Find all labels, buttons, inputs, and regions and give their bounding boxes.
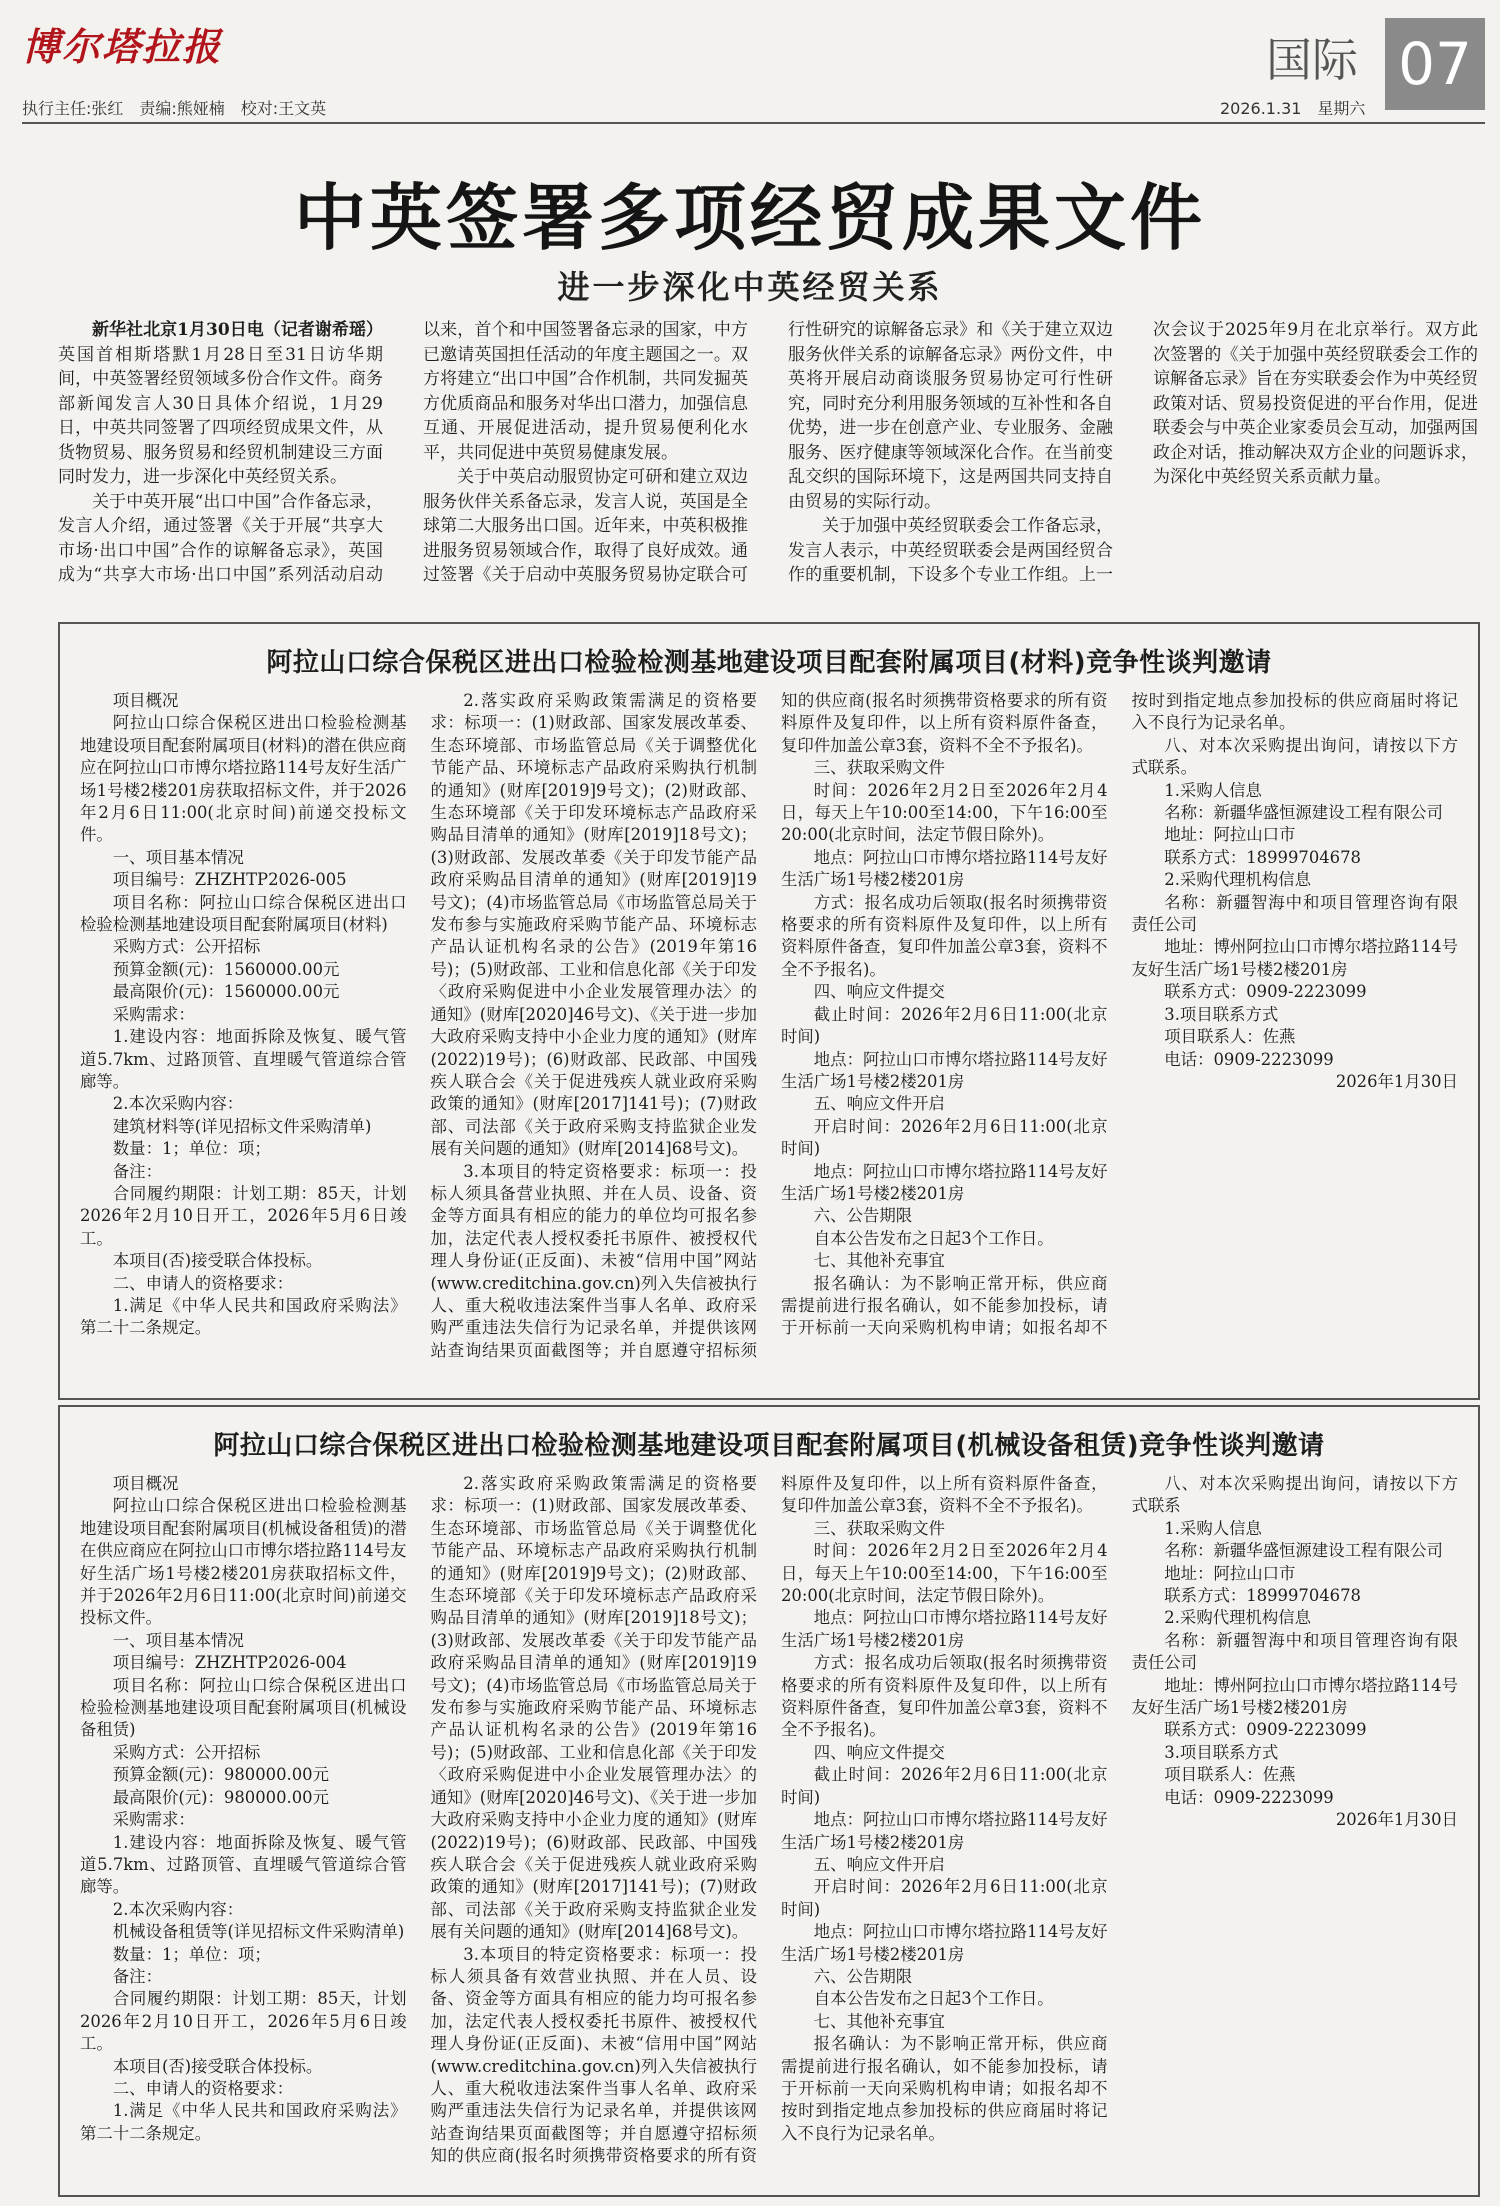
notice-paragraph: 1.采购人信息 (1164, 1518, 1262, 1538)
issue-date: 2026.1.31 星期六 (1220, 99, 1366, 118)
notice-paragraph: 五、响应文件开启 (813, 1094, 945, 1114)
notice-paragraph: 地址：阿拉山口市 (1164, 1563, 1296, 1583)
notice-paragraph: 五、响应文件开启 (813, 1854, 945, 1874)
notice-paragraph: 1.满足《中华人民共和国政府采购法》第二十二条规定。 (80, 1295, 407, 1338)
notice-paragraph: 一、项目基本情况 (112, 1630, 244, 1650)
notice-paragraph: 时间：2026年2月2日至2026年2月4日，每天上午10:00至14:00，下午16:00至20:00(北京时间，法定节假日除外)。 (781, 780, 1108, 845)
notice-paragraph: 七、其他补充事宜 (813, 1251, 945, 1271)
notice-paragraph: 3.本项目的特定资格要求：标项一：投标人须具备营业执照、并在人员、设备、资金等方面具有相应的能力的单位均可报名参加，法定代表人授权委托书原件、被授权代理人身份证(正反面)、未被“信用中国”网站(www.creditchina.gov.cn)列入失信被执行人、重大税收违法案件当事人名单、政府采购严重违法失信行为记录名单，并提供该网站查询结果页面截图等；并自愿遵守招标须知的供应商(报名时须携带资格要求的所有资料原件及复印件，以上所有资料原件备查，复印件加盖公章3套，资料不全不予报名)。 (430, 691, 1108, 1360)
article-paragraph: 关于中英开展“出口中国”合作备忘录，发言人介绍，通过签署《关于开展“共享大市场·出口中国”合作的谅解备忘录》，英国成为“共享大市场·出口中国”系列活动启动以来，首个和中国签署备忘录的国家，中方已邀请英国担任活动的年度主题国之一。双方将建立“出口中国”合作机制，共同发掘英方优质商品和服务对华出口潜力，加强信息互通、开展促进活动，提升贸易便利化水平，共同促进中英贸易健康发展。 (58, 320, 748, 585)
notice-paragraph: 采购需求： (112, 1004, 195, 1024)
notice-paragraph: 报名确认：为不影响正常开标，供应商需提前进行报名确认，如不能参加投标，请于开标前一天向采购机构申请；如报名却不按时到指定地点参加投标的供应商届时将记入不良行为记录名单。 (781, 691, 1458, 1338)
notice-paragraph: 本项目(否)接受联合体投标。 (112, 2056, 323, 2076)
notice-paragraph: 六、公告期限 (813, 1206, 913, 1226)
article-paragraph: 新华社北京1月30日电（记者谢希瑶）英国首相斯塔默1月28日至31日访华期间，中英签署经贸领域多份合作文件。商务部新闻发言人30日具体介绍说，1月29日，中英共同签署了四项经贸成果文件，从货物贸易、服务贸易和经贸机制建设三方面同时发力，进一步深化中英经贸关系。 (58, 320, 383, 487)
notice-paragraph: 方式：报名成功后领取(报名时须携带资格要求的所有资料原件及复印件，以上所有资料原件备查，复印件加盖公章3套，资料不全不予报名)。 (781, 892, 1108, 979)
notice-paragraph: 采购方式：公开招标 (112, 937, 261, 957)
notice-body (80, 690, 1458, 1380)
notice-equipment-rental (58, 1405, 1480, 2197)
notice-paragraph: 地点：阿拉山口市博尔塔拉路114号友好生活广场1号楼2楼201房 (781, 847, 1108, 890)
notice-paragraph: 1.建设内容：地面拆除及恢复、暖气管道5.7km、过路顶管、直埋暖气管道综合管廊等。 (80, 1027, 407, 1091)
notice-title: 阿拉山口综合保税区进出口检验检测基地建设项目配套附属项目(材料)竞争性谈判邀请 (266, 648, 1272, 678)
notice-paragraph: 备注： (112, 1966, 162, 1986)
masthead-logo: 博尔塔拉报 (22, 24, 223, 69)
notice-paragraph: 四、响应文件提交 (813, 1742, 945, 1762)
notice-paragraph: 地点：阿拉山口市博尔塔拉路114号友好生活广场1号楼2楼201房 (781, 1922, 1108, 1964)
article-paragraph: 关于加强中英经贸联委会工作备忘录，发言人表示，中英经贸联委会是两国经贸合作的重要机制，下设多个专业工作组。上一次会议于2025年9月在北京举行。双方此次签署的《关于加强中英经贸联委会工作的谅解备忘录》旨在夯实联委会作为中英经贸政策对话、贸易投资促进的平台作用，促进联委会与中英企业家委员会互动，加强两国政企对话，推动解决双方企业的问题诉求，为深化中英经贸关系贡献力量。 (788, 320, 1478, 585)
notice-paragraph: 截止时间：2026年2月6日11:00(北京时间) (781, 1765, 1108, 1807)
notice-paragraph: 项目编号：ZHZHTP2026-004 (112, 1653, 347, 1673)
notice-paragraph: 阿拉山口综合保税区进出口检验检测基地建设项目配套附属项目(材料)的潜在供应商应在阿拉山口市博尔塔拉路114号友好生活广场1号楼2楼201房获取招标文件，并于2026年2月6日11:00(北京时间)前递交投标文件。 (80, 713, 407, 845)
notice-paragraph: 数量：1；单位：项； (112, 1139, 271, 1159)
notice-paragraph: 联系方式：18999704678 (1164, 847, 1361, 867)
notice-paragraph: 备注： (112, 1161, 162, 1181)
notice-paragraph: 开启时间：2026年2月6日11:00(北京时间) (781, 1877, 1108, 1919)
section-label: 国际 (1266, 33, 1358, 87)
notice-paragraph: 项目名称：阿拉山口综合保税区进出口检验检测基地建设项目配套附属项目(机械设备租赁) (80, 1675, 407, 1740)
notice-paragraph: 3.项目联系方式 (1164, 1742, 1279, 1762)
notice-paragraph: 一、项目基本情况 (112, 847, 244, 867)
article-subheadline: 进一步深化中英经贸关系 (557, 268, 943, 306)
header-divider (22, 122, 1485, 124)
notice-paragraph: 合同履约期限：计划工期：85天，计划2026年2月10日开工，2026年5月6日竣工。 (80, 1989, 407, 2054)
notice-paragraph: 项目名称：阿拉山口综合保税区进出口检验检测基地建设项目配套附属项目(材料) (80, 892, 407, 935)
notice-paragraph: 地址：阿拉山口市 (1164, 825, 1296, 845)
notice-date: 2026年1月30日 (1335, 1810, 1458, 1830)
notice-paragraph: 地点：阿拉山口市博尔塔拉路114号友好生活广场1号楼2楼201房 (781, 1608, 1108, 1650)
notice-paragraph: 八、对本次采购提出询问，请按以下方式联系。 (1131, 735, 1458, 778)
notice-paragraph: 项目概况 (112, 1474, 179, 1493)
notice-paragraph: 2.采购代理机构信息 (1164, 1608, 1312, 1628)
notice-paragraph: 联系方式：0909-2223099 (1164, 982, 1367, 1002)
notice-materials (58, 622, 1480, 1400)
notice-paragraph: 机械设备租赁等(详见招标文件采购清单) (112, 1922, 405, 1942)
notice-paragraph: 项目联系人：佐燕 (1164, 1027, 1296, 1047)
article-paragraph: 关于中英启动服贸协定可研和建立双边服务伙伴关系备忘录，发言人说，英国是全球第二大服务出口国。近年来，中英积极推进服务贸易领域合作，取得了良好成效。通过签署《关于启动中英服务贸易协定联合可行性研究的谅解备忘录》和《关于建立双边服务伙伴关系的谅解备忘录》两份文件，中英将开展启动商谈服务贸易协定可行性研究，同时充分利用服务领域的互补性和各自优势，进一步在创意产业、专业服务、金融服务、医疗健康等领域深化合作。在当前变乱交织的国际环境下，这是两国共同支持自由贸易的实际行动。 (423, 320, 1113, 585)
notice-paragraph: 六、公告期限 (813, 1966, 913, 1986)
notice-paragraph: 三、获取采购文件 (813, 1518, 945, 1538)
notice-paragraph: 采购方式：公开招标 (112, 1742, 261, 1762)
notice-paragraph: 2.本次采购内容： (112, 1094, 244, 1114)
notice-paragraph: 联系方式：18999704678 (1164, 1586, 1361, 1606)
notice-paragraph: 预算金额(元)：1560000.00元 (112, 959, 340, 979)
notice-paragraph: 合同履约期限：计划工期：85天，计划2026年2月10日开工，2026年5月6日竣工。 (80, 1183, 407, 1248)
notice-paragraph: 方式：报名成功后领取(报名时须携带资格要求的所有资料原件及复印件，以上所有资料原件备查，复印件加盖公章3套，资料不全不予报名)。 (781, 1653, 1108, 1740)
notice-paragraph: 2.本次采购内容： (112, 1899, 244, 1919)
page-number: 07 (1385, 18, 1485, 110)
notice-paragraph: 开启时间：2026年2月6日11:00(北京时间) (781, 1116, 1108, 1159)
notice-paragraph: 最高限价(元)：980000.00元 (112, 1787, 329, 1807)
notice-paragraph: 地点：阿拉山口市博尔塔拉路114号友好生活广场1号楼2楼201房 (781, 1161, 1108, 1203)
notice-paragraph: 项目概况 (112, 691, 179, 710)
notice-paragraph: 时间：2026年2月2日至2026年2月4日，每天上午10:00至14:00，下午16:00至20:00(北京时间，法定节假日除外)。 (781, 1541, 1108, 1606)
notice-paragraph: 截止时间：2026年2月6日11:00(北京时间) (781, 1004, 1108, 1047)
notice-paragraph: 电话：0909-2223099 (1164, 1787, 1334, 1807)
notice-paragraph: 1.满足《中华人民共和国政府采购法》第二十二条规定。 (80, 2101, 407, 2143)
notice-paragraph: 三、获取采购文件 (813, 758, 945, 778)
notice-body (80, 1473, 1458, 2177)
notice-paragraph: 四、响应文件提交 (813, 982, 945, 1002)
notice-paragraph: 最高限价(元)：1560000.00元 (112, 982, 340, 1002)
notice-paragraph: 1.建设内容：地面拆除及恢复、暖气管道5.7km、过路顶管、直埋暖气管道综合管廊等。 (80, 1832, 407, 1897)
notice-paragraph: 名称：新疆智海中和项目管理咨询有限责任公司 (1131, 1630, 1458, 1673)
notice-paragraph: 地点：阿拉山口市博尔塔拉路114号友好生活广场1号楼2楼201房 (781, 1049, 1108, 1091)
notice-paragraph: 3.本项目的特定资格要求：标项一：投标人须具备有效营业执照、并在人员、设备、资金等方面具有相应的能力均可报名参加，法定代表人授权委托书原件、被授权代理人身份证(正反面)、未被“信用中国”网站(www.creditchina.gov.cn)列入失信被执行人、重大税收违法案件当事人名单、政府采购严重违法失信行为记录名单，并提供该网站查询结果页面截图等；并自愿遵守招标须知的供应商(报名时须携带资格要求的所有资料原件及复印件，以上所有资料原件备查，复印件加盖公章3套，资料不全不予报名)。 (430, 1474, 1108, 2166)
notice-paragraph: 二、申请人的资格要求： (112, 1273, 294, 1293)
notice-paragraph: 名称：新疆智海中和项目管理咨询有限责任公司 (1131, 892, 1458, 935)
notice-paragraph: 数量：1；单位：项； (112, 1944, 271, 1964)
notice-paragraph: 采购需求： (112, 1810, 195, 1830)
article-body (58, 318, 1478, 598)
notice-paragraph: 本项目(否)接受联合体投标。 (112, 1251, 323, 1271)
notice-paragraph: 建筑材料等(详见招标文件采购清单) (112, 1116, 372, 1136)
article-dateline: 新华社北京1月30日电（记者谢希瑶） (92, 320, 383, 340)
notice-paragraph: 电话：0909-2223099 (1164, 1049, 1334, 1069)
notice-paragraph: 七、其他补充事宜 (813, 2011, 945, 2031)
notice-title: 阿拉山口综合保税区进出口检验检测基地建设项目配套附属项目(机械设备租赁)竞争性谈判邀请 (213, 1431, 1325, 1461)
notice-paragraph: 阿拉山口综合保税区进出口检验检测基地建设项目配套附属项目(机械设备租赁)的潜在供应商应在阿拉山口市博尔塔拉路114号友好生活广场1号楼2楼201房获取招标文件，并于2026年2月6日11:00(北京时间)前递交投标文件。 (80, 1496, 407, 1628)
notice-paragraph: 地点：阿拉山口市博尔塔拉路114号友好生活广场1号楼2楼201房 (781, 1810, 1108, 1852)
notice-paragraph: 2.落实政府采购政策需满足的资格要求：标项一：(1)财政部、国家发展改革委、生态环境部、市场监管总局《关于调整优化节能产品、环境标志产品政府采购执行机制的通知》(财库[2019]9号文)；(2)财政部、生态环境部《关于印发环境标志产品政府采购品目清单的通知》(财库[2019]18号文)；(3)财政部、发展改革委《关于印发节能产品政府采购品目清单的通知》(财库[2019]19号文)；(4)市场监管总局《市场监管总局关于发布参与实施政府采购节能产品、环境标志产品认证机构名录的公告》(2019年第16号)；(5)财政部、工业和信息化部《关于印发〈政府采购促进中小企业发展管理办法〉的通知》(财库[2020]46号文)、《关于进一步加大政府采购支持中小企业力度的通知》(财库(2022)19号)；(6)财政部、民政部、中国残疾人联合会《关于促进残疾人就业政府采购政策的通知》(财库[2017]141号)；(7)财政部、司法部《关于政府采购支持监狱企业发展有关问题的通知》(财库[2014]68号文)。 (430, 691, 757, 1159)
article-headline: 中英签署多项经贸成果文件 (293, 175, 1206, 260)
notice-paragraph: 项目编号：ZHZHTP2026-005 (112, 870, 347, 890)
notice-date: 2026年1月30日 (1335, 1071, 1458, 1091)
notice-paragraph: 八、对本次采购提出询问，请按以下方式联系 (1131, 1474, 1458, 1516)
notice-paragraph: 自本公告发布之日起3个工作日。 (813, 1228, 1054, 1248)
notice-paragraph: 2.采购代理机构信息 (1164, 870, 1312, 890)
notice-paragraph: 自本公告发布之日起3个工作日。 (813, 1989, 1054, 2009)
notice-paragraph: 二、申请人的资格要求： (112, 2078, 294, 2098)
notice-paragraph: 地址：博州阿拉山口市博尔塔拉路114号友好生活广场1号楼2楼201房 (1131, 937, 1458, 979)
notice-paragraph: 名称：新疆华盛恒源建设工程有限公司 (1164, 1541, 1443, 1561)
notice-paragraph: 预算金额(元)：980000.00元 (112, 1765, 329, 1785)
notice-paragraph: 3.项目联系方式 (1164, 1004, 1279, 1024)
notice-paragraph: 联系方式：0909-2223099 (1164, 1720, 1367, 1740)
staff-credits: 执行主任:张红 责编:熊娅楠 校对:王文英 (22, 99, 327, 118)
notice-paragraph: 1.采购人信息 (1164, 780, 1262, 800)
notice-paragraph: 报名确认：为不影响正常开标，供应商需提前进行报名确认，如不能参加投标，请于开标前一天向采购机构申请；如报名却不按时到指定地点参加投标的供应商届时将记入不良行为记录名单。 (781, 2034, 1108, 2143)
notice-paragraph: 地址：博州阿拉山口市博尔塔拉路114号友好生活广场1号楼2楼201房 (1131, 1675, 1458, 1718)
notice-paragraph: 项目联系人：佐燕 (1164, 1765, 1296, 1785)
notice-paragraph: 名称：新疆华盛恒源建设工程有限公司 (1164, 803, 1443, 823)
notice-paragraph: 2.落实政府采购政策需满足的资格要求：标项一：(1)财政部、国家发展改革委、生态环境部、市场监管总局《关于调整优化节能产品、环境标志产品政府采购执行机制的通知》(财库[2019]9号文)；(2)财政部、生态环境部《关于印发环境标志产品政府采购品目清单的通知》(财库[2019]18号文)；(3)财政部、发展改革委《关于印发节能产品政府采购品目清单的通知》(财库[2019]19号文)；(4)市场监管总局《市场监管总局关于发布参与实施政府采购节能产品、环境标志产品认证机构名录的公告》(2019年第16号)；(5)财政部、工业和信息化部《关于印发〈政府采购促进中小企业发展管理办法〉的通知》(财库[2020]46号文)、《关于进一步加大政府采购支持中小企业力度的通知》(财库(2022)19号)；(6)财政部、民政部、中国残疾人联合会《关于促进残疾人就业政府采购政策的通知》(财库[2017]141号)；(7)财政部、司法部《关于政府采购支持监狱企业发展有关问题的通知》(财库[2014]68号文)。 (430, 1474, 757, 1942)
